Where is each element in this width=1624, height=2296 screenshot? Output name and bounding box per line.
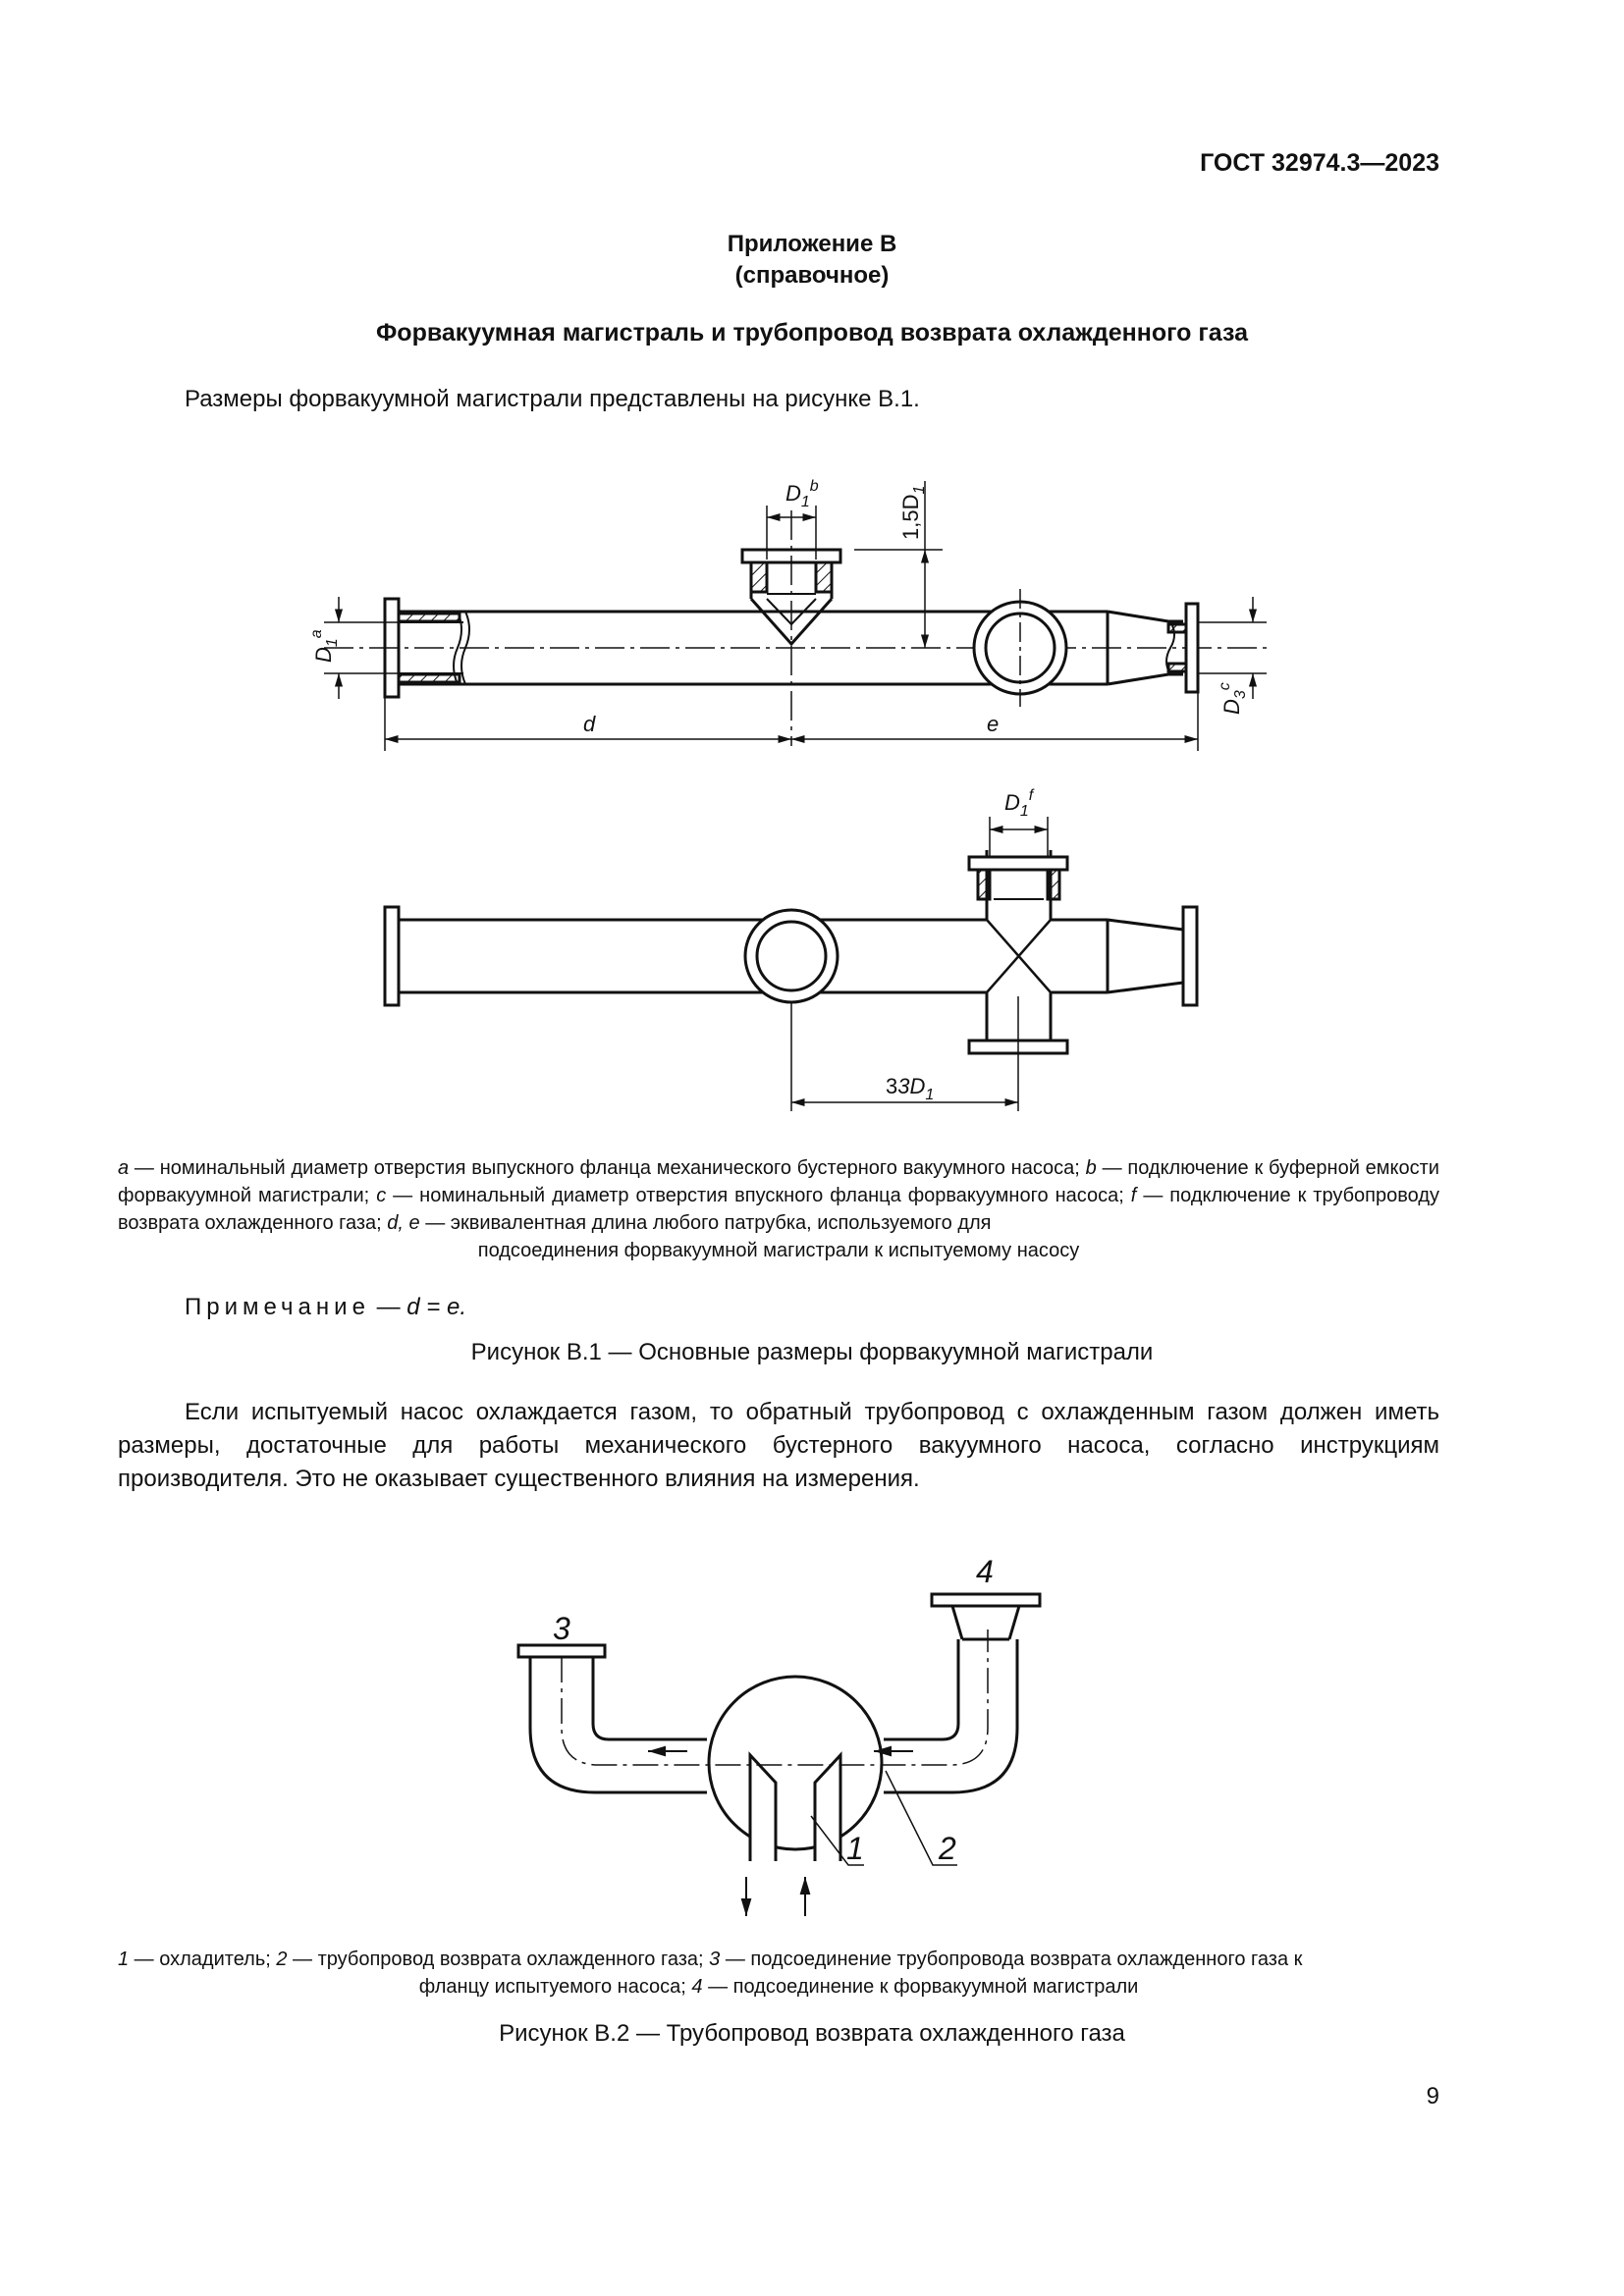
figure-2-drawing xyxy=(0,1531,1624,1924)
label-d3-c: $D_3^c$ xyxy=(1217,682,1249,715)
label-dim-e: e xyxy=(987,712,1000,736)
document-number: ГОСТ 32974.3—2023 xyxy=(1200,149,1439,177)
appendix-label: Приложение В xyxy=(727,231,897,257)
label-d1-a: $D_1^a$ xyxy=(308,629,341,663)
figure-2-legend: 1 — охладитель; 2 — трубопровод возврата охлажденного газа; 3 — подсоединение трубопровода возврата охлажденного газа к фланцу испытуемого насоса; 4 — подсоединение к форвакуумной магистрали xyxy=(118,1949,1303,1998)
label-1: 1 xyxy=(846,1831,864,1866)
return-pipe xyxy=(518,1594,1040,1916)
body-paragraph: Если испытуемый насос охлаждается газом, то обратный трубопровод с охлажденным газом должен иметь размеры, достаточные для работы механического бустерного вакуумного насоса, согласно инструкциям производителя. Это не оказывает существенного влияния на измерения. xyxy=(118,1399,1439,1492)
label-4: 4 xyxy=(976,1554,994,1589)
intro-paragraph: Размеры форвакуумной магистрали представлены на рисунке В.1. xyxy=(185,386,920,412)
figure-1-caption: Рисунок В.1 — Основные размеры форвакуумной магистрали xyxy=(470,1339,1154,1365)
label-3: 3 xyxy=(553,1611,570,1646)
appendix-type: (справочное) xyxy=(734,262,890,289)
label-1-5d1: $1,5D_1$ xyxy=(898,485,928,540)
forevacuum-line-top-view xyxy=(385,817,1197,1111)
section-title: Форвакуумная магистраль и трубопровод возврата охлажденного газа xyxy=(375,319,1249,347)
label-3d1: $33D_1$ xyxy=(886,1074,935,1103)
label-d1-f: $D_1^f$ xyxy=(1004,787,1034,820)
figure-1-note: Примечание — d = e. xyxy=(185,1294,466,1320)
label-dim-d: d xyxy=(583,712,596,736)
label-2: 2 xyxy=(939,1831,956,1866)
label-d1-b: $D_1^b$ xyxy=(785,478,819,510)
page-number: 9 xyxy=(1426,2083,1439,2109)
appendix-heading xyxy=(0,229,1624,292)
figure-2-caption: Рисунок В.2 — Трубопровод возврата охлажденного газа xyxy=(499,2020,1125,2047)
figure-1-legend: a — номинальный диаметр отверстия выпускного фланца механического бустерного вакуумного насоса; b — подключение к буферной емкости форвакуумной магистрали; c — номинальный диаметр отверстия впускного фланца форвакуумного насоса; f — подключение к трубопроводу возврата охлажденного газа; d, e — эквивалентная длина любого патрубка, используемого для подсоединения форвакуумной магистрали к испытуемому насосу xyxy=(118,1157,1439,1261)
figure-1-drawing xyxy=(0,452,1624,1158)
forevacuum-line-side-view xyxy=(324,481,1267,751)
